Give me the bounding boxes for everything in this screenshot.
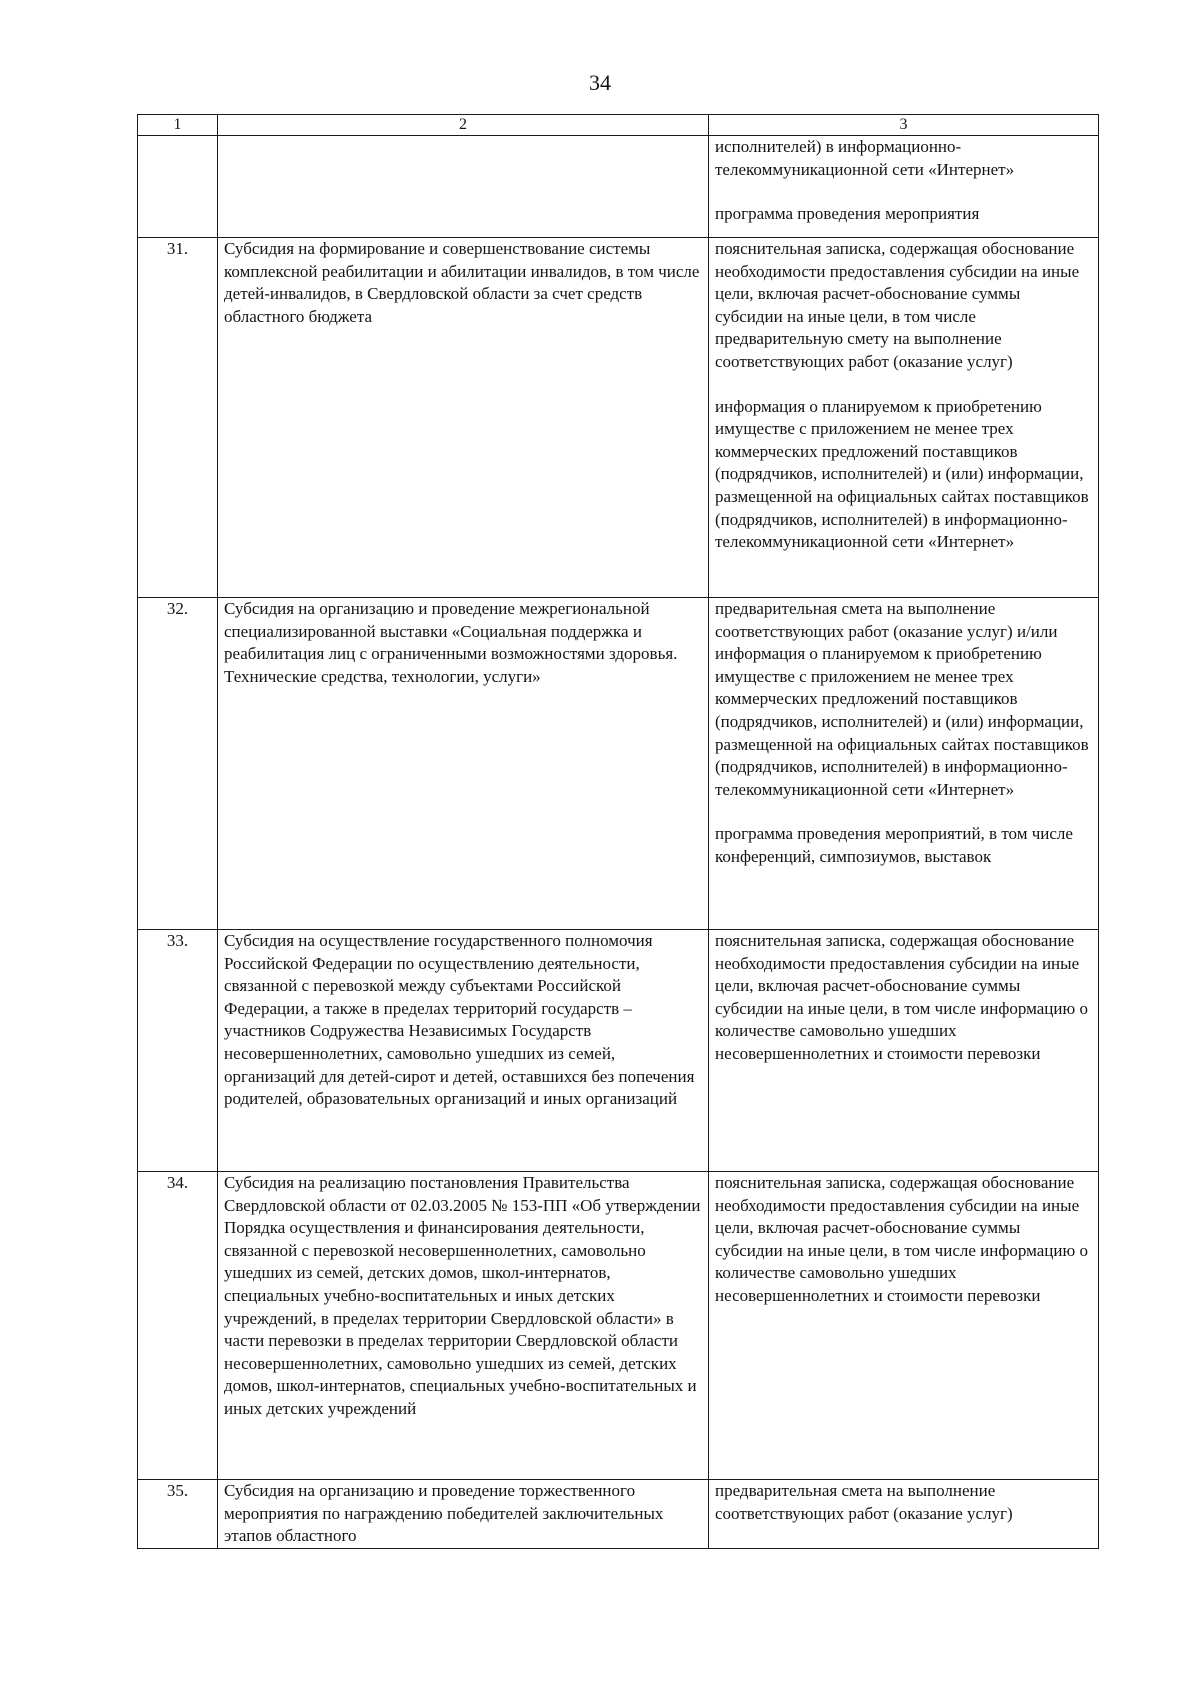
required-documents [709,1480,1099,1549]
row-number: 34. [138,1172,218,1480]
subsidy-description: Субсидия на организацию и проведение межрегиональной специализированной выставки «Социальная поддержка и реабилитация лиц с ограниченными возможностями здоровья. Технические средства, технологии, услуги» [218,598,709,930]
document-item: программа проведения мероприятия [715,204,980,224]
required-documents [709,136,1099,238]
column-header-3: 3 [709,115,1099,136]
table-header-row [138,115,1099,136]
required-documents [709,238,1099,598]
table-row [138,1480,1099,1549]
subsidy-description: Субсидия на организацию и проведение торжественного мероприятия по награждению победителей заключительных этапов областного [218,1480,709,1549]
table-row [138,238,1099,598]
row-number: 35. [138,1480,218,1549]
table-row [138,598,1099,930]
document-item: пояснительная записка, содержащая обоснование необходимости предоставления субсидии на иные цели, включая расчет-обоснование суммы субсидии на иные цели, в том числе информацию о количестве самовольно ушедших несовершеннолетних и стоимости перевозки [715,931,1088,1063]
column-header-2: 2 [218,115,709,136]
row-number [138,136,218,238]
row-number: 31. [138,238,218,598]
subsidy-description: Субсидия на осуществление государственного полномочия Российской Федерации по осуществлению деятельности, связанной с перевозкой между субъектами Российской Федерации, а также в пределах территорий государств – участников Содружества Независимых Государств несовершеннолетних, самовольно ушедших из семей, организаций для детей-сирот и детей, оставшихся без попечения родителей, образовательных организаций и иных организаций [218,930,709,1172]
subsidy-description [218,136,709,238]
document-item: предварительная смета на выполнение соответствующих работ (оказание услуг) [715,1481,1013,1523]
row-number: 33. [138,930,218,1172]
table-row [138,136,1099,238]
document-item: программа проведения мероприятий, в том числе конференций, симпозиумов, выставок [715,824,1073,866]
document-item: исполнителей) в информационно- телекоммуникационной сети «Интернет» [715,137,1015,179]
subsidy-description: Субсидия на реализацию постановления Правительства Свердловской области от 02.03.2005 № 153-ПП «Об утверждении Порядка осуществления и финансирования деятельности, связанной с перевозкой несовершеннолетних, самовольно ушедших из семей, детских домов, школ-интернатов, специальных учебно-воспитательных и иных детских учреждений, в пределах территории Свердловской области» в части перевозки в пределах территории Свердловской области несовершеннолетних, самовольно ушедших из семей, детских домов, школ-интернатов, специальных учебно-воспитательных и иных детских учреждений [218,1172,709,1480]
required-documents [709,1172,1099,1480]
column-header-1: 1 [138,115,218,136]
document-item: информация о планируемом к приобретению имуществе с приложением не менее трех коммерческих предложений поставщиков (подрядчиков, исполнителей) и (или) информации, размещенной на официальных сайтах поставщиков (подрядчиков, исполнителей) в информационно-телекоммуникационной сети «Интернет» [715,396,1089,552]
document-item: предварительная смета на выполнение соответствующих работ (оказание услуг) и/или информация о планируемом к приобретению имуществе с приложением не менее трех коммерческих предложений поставщиков (подрядчиков, исполнителей) и (или) информации, размещенной на официальных сайтах поставщиков (подрядчиков, исполнителей) в информационно-телекоммуникационной сети «Интернет» [715,599,1089,799]
subsidy-description: Субсидия на формирование и совершенствование системы комплексной реабилитации и абилитации инвалидов, в том числе детей-инвалидов, в Свердловской области за счет средств областного бюджета [218,238,709,598]
row-number: 32. [138,598,218,930]
subsidy-documents-table [137,114,1099,1549]
document-item: пояснительная записка, содержащая обоснование необходимости предоставления субсидии на иные цели, включая расчет-обоснование суммы субсидии на иные цели, в том числе предварительную смету на выполнение соответствующих работ (оказание услуг) [715,239,1080,371]
table-row [138,1172,1099,1480]
table-row [138,930,1099,1172]
document-item: пояснительная записка, содержащая обоснование необходимости предоставления субсидии на иные цели, включая расчет-обоснование суммы субсидии на иные цели, в том числе информацию о количестве самовольно ушедших несовершеннолетних и стоимости перевозки [715,1173,1088,1305]
page-number: 34 [589,70,611,95]
required-documents [709,930,1099,1172]
required-documents [709,598,1099,930]
